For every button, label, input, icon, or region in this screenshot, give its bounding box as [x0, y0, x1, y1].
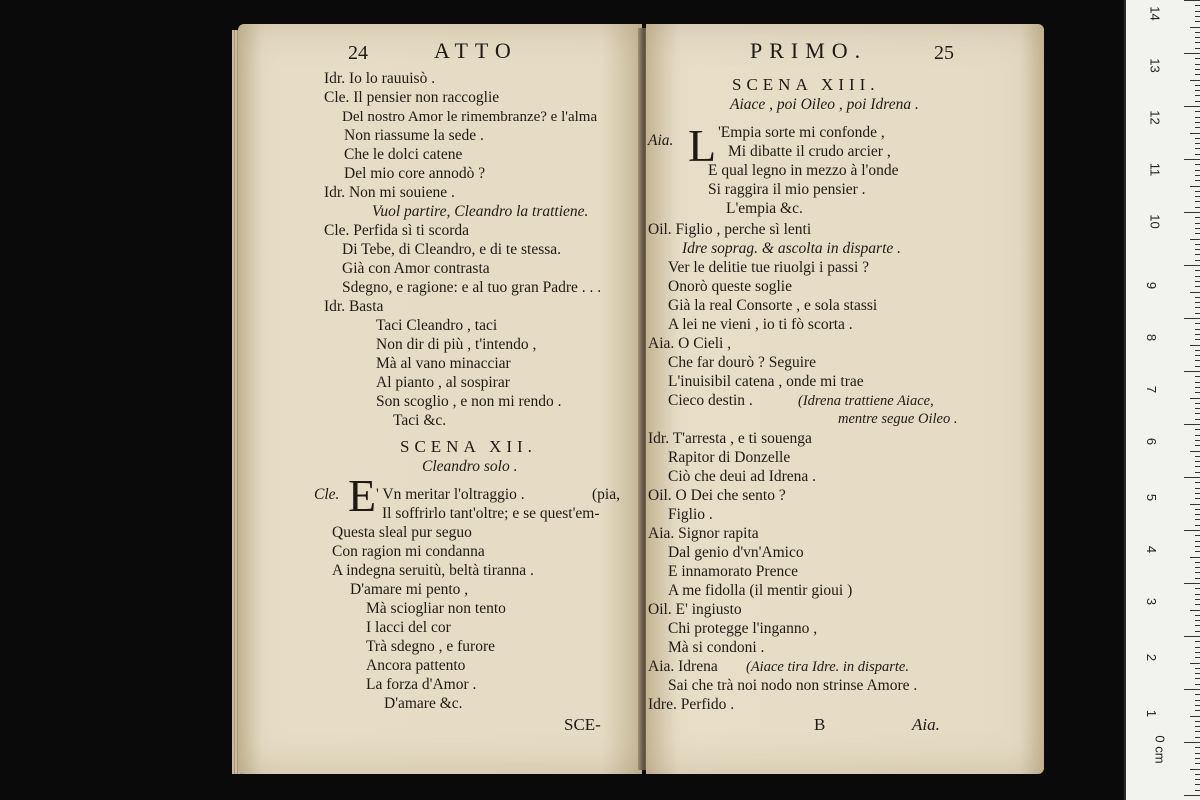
ruler-number: 5: [1144, 493, 1160, 502]
ruler-tick: [1195, 95, 1200, 96]
text-line: A me fidolla (il mentir gioui ): [668, 582, 853, 599]
page-number: 24: [348, 42, 368, 64]
ruler-tick: [1195, 180, 1200, 181]
ruler-tick: [1184, 0, 1200, 1]
running-header: PRIMO.: [750, 38, 868, 63]
ruler-tick: [1195, 541, 1200, 542]
text-line: Del mio core annodò ?: [344, 165, 486, 182]
ruler-unit: 0 cm: [1152, 735, 1168, 764]
ruler-tick: [1195, 731, 1200, 732]
ruler-tick: [1195, 784, 1200, 785]
ruler-tick: [1195, 217, 1200, 218]
ruler-tick: [1195, 228, 1200, 229]
ruler-tick: [1195, 525, 1200, 526]
ruler-tick: [1195, 472, 1200, 473]
ruler-tick: [1195, 244, 1200, 245]
ruler-number: 9: [1144, 281, 1160, 290]
ruler-tick: [1195, 747, 1200, 748]
text-line: Figlio .: [668, 506, 713, 523]
ruler-tick: [1195, 85, 1200, 86]
ruler-tick: [1195, 16, 1200, 17]
ruler-tick: [1195, 11, 1200, 12]
left-page: [238, 24, 642, 774]
ruler-tick: [1195, 42, 1200, 43]
text-line: Chi protegge l'inganno ,: [668, 620, 818, 637]
ruler-tick: [1195, 138, 1200, 139]
text-line: Questa sleal pur seguo: [332, 524, 472, 541]
scale-ruler: [1124, 0, 1200, 800]
text-line: Idr. Io lo rauuisò .: [324, 70, 436, 87]
ruler-number: 14: [1147, 6, 1163, 21]
ruler-tick: [1195, 779, 1200, 780]
ruler-tick: [1195, 392, 1200, 393]
text-line: Oil. Figlio , perche sì lenti: [648, 221, 812, 238]
text-line: Mà si condoni .: [668, 639, 765, 656]
scene-heading: SCENA XIII.: [732, 75, 880, 94]
text-line: Che far dourò ? Seguire: [668, 354, 817, 371]
ruler-tick: [1195, 705, 1200, 706]
text-line: Aia. Signor rapita: [648, 525, 759, 542]
ruler-tick: [1195, 482, 1200, 483]
ruler-tick: [1195, 488, 1200, 489]
ruler-tick: [1195, 5, 1200, 6]
ruler-tick: [1195, 456, 1200, 457]
ruler-tick: [1195, 276, 1200, 277]
ruler-tick: [1184, 530, 1200, 531]
ruler-tick: [1195, 594, 1200, 595]
ruler-tick: [1195, 641, 1200, 642]
ruler-tick: [1195, 631, 1200, 632]
ruler-tick: [1195, 726, 1200, 727]
ruler-tick: [1184, 53, 1200, 54]
ruler-tick: [1195, 74, 1200, 75]
ruler-tick: [1195, 339, 1200, 340]
ruler-number: 1: [1144, 709, 1160, 718]
drop-cap: L: [688, 120, 717, 171]
ruler-tick: [1190, 769, 1200, 770]
ruler-tick: [1195, 588, 1200, 589]
ruler-tick: [1195, 763, 1200, 764]
ruler-tick: [1195, 435, 1200, 436]
text-line: Idr. Non mi souiene .: [324, 184, 455, 201]
ruler-tick: [1184, 636, 1200, 637]
ruler-tick: [1195, 329, 1200, 330]
ruler-tick: [1195, 710, 1200, 711]
ruler-tick: [1195, 366, 1200, 367]
text-line: Mà sciogliar non tento: [366, 600, 506, 617]
ruler-number: 3: [1144, 597, 1160, 606]
text-line: Sdegno, e ragione: e al tuo gran Padre . . .: [342, 279, 602, 296]
ruler-tick: [1195, 758, 1200, 759]
ruler-tick: [1195, 254, 1200, 255]
text-line: Con ragion mi condanna: [332, 543, 485, 560]
ruler-tick: [1195, 32, 1200, 33]
ruler-tick: [1184, 583, 1200, 584]
ruler-tick: [1190, 504, 1200, 505]
ruler-tick: [1195, 647, 1200, 648]
ruler-tick: [1184, 477, 1200, 478]
ruler-tick: [1195, 519, 1200, 520]
text-line: Aia. O Cieli ,: [648, 335, 732, 352]
scene-heading: SCENA XII.: [400, 437, 537, 456]
ruler-tick: [1190, 239, 1200, 240]
ruler-tick: [1195, 567, 1200, 568]
ruler-tick: [1190, 610, 1200, 611]
ruler-tick: [1195, 302, 1200, 303]
speaker-label: Cle.: [314, 486, 340, 503]
text-line: ' Vn meritar l'oltraggio .: [376, 486, 525, 503]
text-line: Ancora pattento: [366, 657, 466, 674]
ruler-tick: [1195, 620, 1200, 621]
ruler-number: 6: [1144, 437, 1160, 446]
catchword: SCE-: [564, 715, 601, 734]
text-line: Ver le delitie tue riuolgi i passi ?: [668, 259, 870, 276]
text-line: Cieco destin .: [668, 392, 753, 409]
text-line: E innamorato Prence: [668, 563, 798, 580]
stage-direction: mentre segue Oileo .: [838, 411, 958, 427]
ruler-tick: [1195, 191, 1200, 192]
open-book: [238, 24, 1053, 780]
text-line: (pia,: [592, 486, 620, 503]
ruler-tick: [1195, 737, 1200, 738]
ruler-tick: [1184, 371, 1200, 372]
ruler-tick: [1195, 297, 1200, 298]
ruler-tick: [1195, 678, 1200, 679]
running-header: ATTO: [434, 38, 518, 63]
ruler-tick: [1195, 774, 1200, 775]
ruler-tick: [1195, 122, 1200, 123]
text-line: Trà sdegno , e furore: [366, 638, 495, 655]
ruler-tick: [1195, 514, 1200, 515]
ruler-tick: [1184, 424, 1200, 425]
ruler-tick: [1195, 668, 1200, 669]
ruler-tick: [1184, 159, 1200, 160]
ruler-tick: [1184, 689, 1200, 690]
ruler-tick: [1184, 212, 1200, 213]
ruler-tick: [1195, 652, 1200, 653]
ruler-tick: [1195, 673, 1200, 674]
ruler-number: 4: [1144, 545, 1160, 554]
ruler-tick: [1195, 154, 1200, 155]
text-line: D'amare mi pento ,: [350, 581, 469, 598]
text-line: Cle. Perfida sì ti scorda: [324, 222, 470, 239]
ruler-tick: [1195, 307, 1200, 308]
text-line: Si raggira il mio pensier .: [708, 181, 866, 198]
right-page: [646, 24, 1044, 774]
ruler-tick: [1184, 318, 1200, 319]
ruler-tick: [1195, 175, 1200, 176]
text-line: A lei ne vieni , io ti fò scorta .: [668, 316, 853, 333]
ruler-tick: [1195, 382, 1200, 383]
ruler-tick: [1195, 350, 1200, 351]
text-line: Non dir di più , t'intendo ,: [376, 336, 537, 353]
ruler-tick: [1195, 562, 1200, 563]
ruler-tick: [1195, 127, 1200, 128]
text-line: Taci &c.: [393, 412, 447, 429]
ruler-tick: [1190, 345, 1200, 346]
text-line: Ciò che deui ad Idrena .: [668, 468, 817, 485]
ruler-tick: [1195, 700, 1200, 701]
ruler-tick: [1195, 429, 1200, 430]
ruler-tick: [1190, 186, 1200, 187]
drop-cap: E: [348, 470, 377, 521]
ruler-tick: [1195, 625, 1200, 626]
text-line: L'inuisibil catena , onde mi trae: [668, 373, 864, 390]
text-line: Taci Cleandro , taci: [376, 317, 498, 334]
text-line: Che le dolci catene: [344, 146, 463, 163]
ruler-tick: [1190, 292, 1200, 293]
text-line: I lacci del cor: [366, 619, 451, 636]
text-line: Del nostro Amor le rimembranze? e l'alma: [342, 109, 598, 125]
signature-mark: B: [814, 715, 826, 734]
ruler-tick: [1184, 742, 1200, 743]
ruler-tick: [1195, 578, 1200, 579]
text-line: E qual legno in mezzo à l'onde: [708, 162, 899, 179]
ruler-tick: [1190, 716, 1200, 717]
ruler-tick: [1195, 170, 1200, 171]
ruler-tick: [1195, 101, 1200, 102]
text-line: Oil. E' ingiusto: [648, 601, 742, 618]
ruler-tick: [1195, 466, 1200, 467]
ruler-tick: [1195, 403, 1200, 404]
ruler-number: 13: [1147, 58, 1163, 73]
ruler-tick: [1195, 419, 1200, 420]
ruler-tick: [1190, 557, 1200, 558]
text-line: La forza d'Amor .: [366, 676, 477, 693]
text-line: D'amare &c.: [384, 695, 463, 712]
ruler-tick: [1195, 551, 1200, 552]
text-line: Onorò queste soglie: [668, 278, 792, 295]
ruler-tick: [1190, 27, 1200, 28]
ruler-tick: [1195, 509, 1200, 510]
ruler-tick: [1195, 387, 1200, 388]
ruler-tick: [1195, 498, 1200, 499]
ruler-tick: [1195, 313, 1200, 314]
ruler-tick: [1195, 37, 1200, 38]
ruler-tick: [1195, 493, 1200, 494]
ruler-tick: [1195, 148, 1200, 149]
ruler-tick: [1195, 323, 1200, 324]
ruler-tick: [1195, 117, 1200, 118]
text-line: Di Tebe, di Cleandro, e di te stessa.: [342, 241, 562, 258]
ruler-tick: [1195, 69, 1200, 70]
ruler-tick: [1195, 355, 1200, 356]
ruler-tick: [1195, 281, 1200, 282]
ruler-tick: [1184, 795, 1200, 796]
text-line: Idr. Basta: [324, 298, 384, 315]
text-line: Dal genio d'vn'Amico: [668, 544, 804, 561]
ruler-tick: [1195, 48, 1200, 49]
ruler-tick: [1195, 413, 1200, 414]
ruler-tick: [1195, 260, 1200, 261]
text-line: Idre. Perfido .: [648, 696, 735, 713]
ruler-tick: [1195, 546, 1200, 547]
speaker-label: Aia.: [648, 132, 674, 149]
ruler-tick: [1195, 270, 1200, 271]
text-line: Oil. O Dei che sento ?: [648, 487, 786, 504]
text-line: Non riassume la sede .: [344, 127, 484, 144]
ruler-tick: [1195, 233, 1200, 234]
ruler-number: 12: [1147, 110, 1163, 125]
text-line: Cle. Il pensier non raccoglie: [324, 89, 500, 106]
ruler-tick: [1195, 790, 1200, 791]
ruler-tick: [1195, 408, 1200, 409]
text-line: L'empia &c.: [726, 200, 803, 217]
text-line: Già la real Consorte , e sola stassi: [668, 297, 878, 314]
ruler-number: 11: [1147, 162, 1163, 177]
ruler-tick: [1195, 445, 1200, 446]
ruler-tick: [1195, 535, 1200, 536]
stage-direction: (Idrena trattiene Aiace,: [798, 393, 934, 409]
ruler-tick: [1195, 249, 1200, 250]
ruler-tick: [1195, 615, 1200, 616]
stage-direction: Vuol partire, Cleandro la trattiene.: [372, 203, 589, 220]
text-line: Rapitor di Donzelle: [668, 449, 791, 466]
ruler-tick: [1190, 398, 1200, 399]
text-line: Mi dibatte il crudo arcier ,: [728, 143, 891, 160]
text-line: Son scoglio , e non mi rendo .: [376, 393, 562, 410]
ruler-number: 10: [1147, 214, 1163, 229]
ruler-tick: [1190, 451, 1200, 452]
text-line: Idr. T'arresta , e ti souenga: [648, 430, 812, 447]
scene-characters: Cleandro solo .: [422, 458, 518, 475]
text-line: Il soffrirlo tant'oltre; e se quest'em-: [382, 505, 600, 522]
text-line: 'Empia sorte mi confonde ,: [718, 124, 885, 141]
text-line: Sai che trà noi nodo non strinse Amore .: [668, 677, 918, 694]
ruler-number: 8: [1144, 333, 1160, 342]
ruler-tick: [1195, 694, 1200, 695]
ruler-tick: [1195, 440, 1200, 441]
ruler-tick: [1195, 572, 1200, 573]
ruler-tick: [1195, 657, 1200, 658]
ruler-tick: [1195, 90, 1200, 91]
ruler-tick: [1195, 164, 1200, 165]
ruler-tick: [1195, 721, 1200, 722]
text-line: Aia. Idrena: [648, 658, 718, 675]
ruler-tick: [1190, 80, 1200, 81]
ruler-tick: [1190, 133, 1200, 134]
text-line: Al pianto , al sospirar: [376, 374, 510, 391]
ruler-tick: [1195, 461, 1200, 462]
ruler-tick: [1190, 663, 1200, 664]
ruler-number: 7: [1144, 385, 1160, 394]
ruler-tick: [1184, 106, 1200, 107]
ruler-number: 2: [1144, 653, 1160, 662]
ruler-tick: [1195, 64, 1200, 65]
ruler-tick: [1195, 286, 1200, 287]
ruler-tick: [1195, 196, 1200, 197]
page-number: 25: [934, 42, 954, 64]
text-line: A indegna seruitù, beltà tiranna .: [332, 562, 534, 579]
ruler-tick: [1195, 753, 1200, 754]
ruler-tick: [1195, 376, 1200, 377]
ruler-tick: [1195, 207, 1200, 208]
ruler-tick: [1195, 111, 1200, 112]
ruler-tick: [1195, 201, 1200, 202]
text-line: Già con Amor contrasta: [342, 260, 490, 277]
ruler-tick: [1195, 599, 1200, 600]
stage-direction: Idre soprag. & ascolta in disparte .: [682, 240, 902, 257]
scene-characters: Aiace , poi Oileo , poi Idrena .: [730, 96, 919, 113]
ruler-tick: [1195, 604, 1200, 605]
ruler-tick: [1195, 360, 1200, 361]
stage-direction: (Aiace tira Idre. in disparte.: [746, 659, 909, 675]
ruler-tick: [1195, 58, 1200, 59]
catchword: Aia.: [912, 715, 940, 734]
ruler-tick: [1195, 684, 1200, 685]
ruler-tick: [1195, 143, 1200, 144]
ruler-tick: [1195, 223, 1200, 224]
ruler-tick: [1195, 21, 1200, 22]
text-line: Mà al vano minacciar: [376, 355, 511, 372]
ruler-tick: [1195, 334, 1200, 335]
ruler-tick: [1184, 265, 1200, 266]
